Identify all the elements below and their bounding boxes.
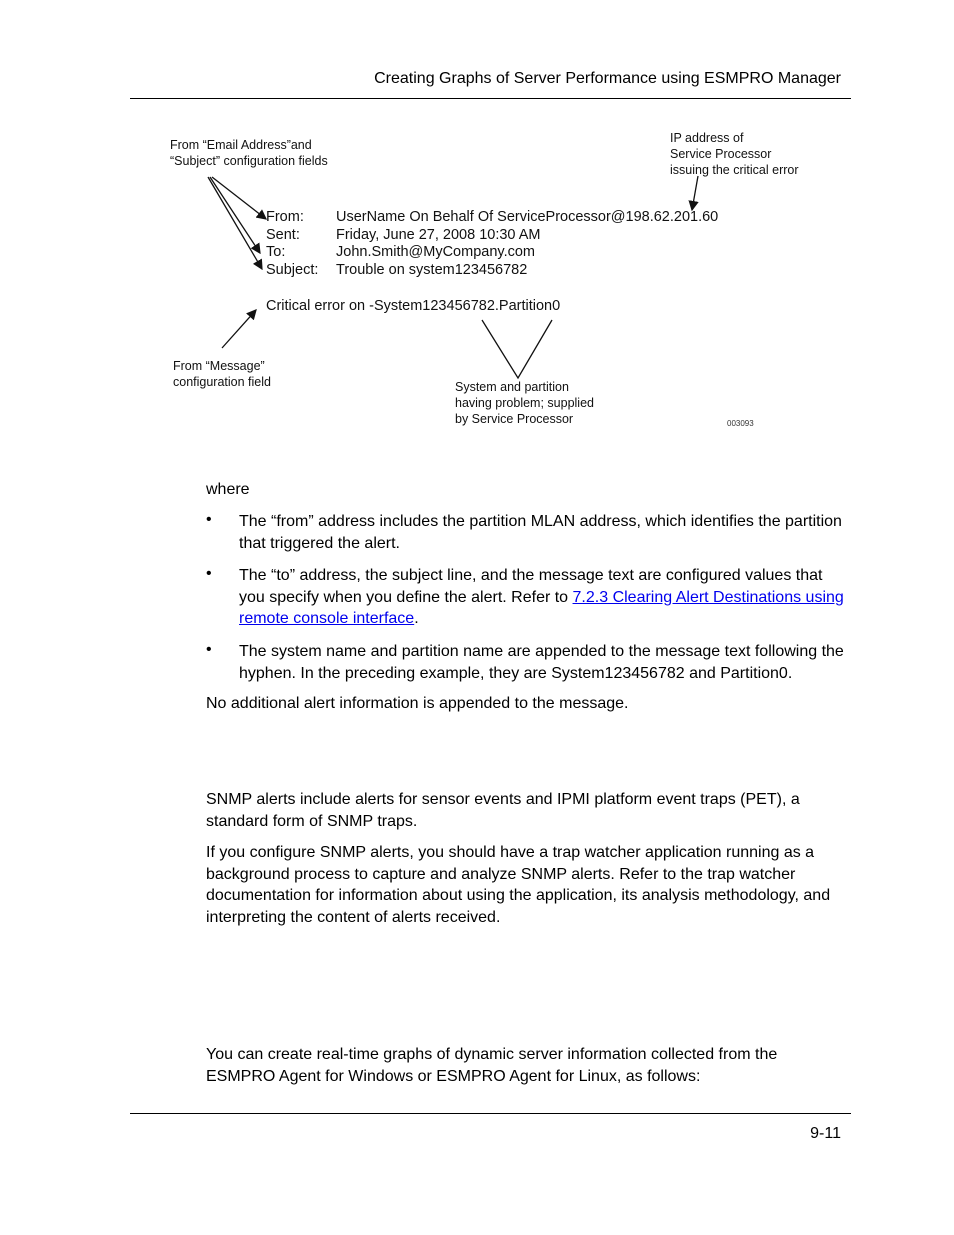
snmp-paragraph-2: If you configure SNMP alerts, you should have a trap watcher application running as a background process to capture and analyze SNMP alerts. Refer to the trap watcher documentation for information about using the application, its analysis methodology, and interpreting the content of alerts received. bbox=[206, 844, 831, 926]
note-ip-address: IP address of Service Processor issuing the critical error bbox=[670, 131, 799, 177]
to-value: John.Smith@MyCompany.com bbox=[336, 244, 535, 261]
email-alert-figure bbox=[160, 118, 799, 440]
arrow-to-subject bbox=[208, 177, 262, 269]
sent-value: Friday, June 27, 2008 10:30 AM bbox=[336, 226, 541, 243]
subject-label: Subject: bbox=[266, 262, 319, 279]
where-text: where bbox=[206, 481, 250, 498]
arrow-to-system-partition bbox=[482, 320, 552, 378]
bullet-marker: • bbox=[206, 511, 212, 528]
bullet-system-partition: The system name and partition name are appended to the message text following the hyphen. In the preceding example, they are System123456782 and Partition0. bbox=[239, 643, 844, 682]
bullet-marker: • bbox=[206, 641, 212, 658]
email-header-labels bbox=[266, 209, 318, 280]
from-label: From: bbox=[266, 209, 304, 225]
subject-value: Trouble on system123456782 bbox=[336, 262, 528, 279]
from-value: UserName On Behalf Of ServiceProcessor@198.62.201.60 bbox=[336, 209, 719, 225]
email-header-values bbox=[336, 209, 718, 280]
running-header: Creating Graphs of Server Performance using ESMPRO Manager bbox=[374, 70, 841, 87]
snmp-paragraph-1: SNMP alerts include alerts for sensor events and IPMI platform event traps (PET), a standard form of SNMP traps. bbox=[206, 791, 800, 830]
bullet-to-address: The “to” address, the subject line, and the message text are configured values that you specify when you define the alert. Refer to 7.2.3 Clearing Alert Destinations using remote console interface. bbox=[239, 567, 844, 627]
message-line: Critical error on -System123456782.Partition0 bbox=[266, 298, 561, 314]
header-rule bbox=[130, 98, 851, 99]
arrow-to-to bbox=[210, 177, 260, 253]
to-label: To: bbox=[266, 244, 286, 261]
bullet-marker: • bbox=[206, 565, 212, 582]
sent-label: Sent: bbox=[266, 226, 300, 243]
footer-rule bbox=[130, 1113, 851, 1114]
graphs-intro-paragraph: You can create real-time graphs of dynamic server information collected from the ESMPRO Agent for Windows or ESMPRO Agent for Linux, as follows: bbox=[206, 1046, 778, 1085]
note-system-partition: System and partition having problem; supplied by Service Processor bbox=[455, 380, 594, 426]
figure-code: 003093 bbox=[727, 419, 754, 428]
note-email-subject: From “Email Address”and “Subject” configuration fields bbox=[170, 138, 328, 168]
page-number: 9-11 bbox=[810, 1125, 841, 1142]
no-additional-info-text: No additional alert information is appended to the message. bbox=[206, 695, 629, 712]
clearing-alert-destinations-link[interactable]: 7.2.3 Clearing Alert Destinations using remote console interface bbox=[239, 588, 844, 627]
note-message-field: From “Message” configuration field bbox=[173, 359, 271, 389]
bullet-from-address: The “from” address includes the partition MLAN address, which identifies the partition that triggered the alert. bbox=[239, 513, 842, 552]
arrow-to-ip bbox=[692, 176, 698, 210]
arrow-to-message bbox=[222, 310, 256, 348]
